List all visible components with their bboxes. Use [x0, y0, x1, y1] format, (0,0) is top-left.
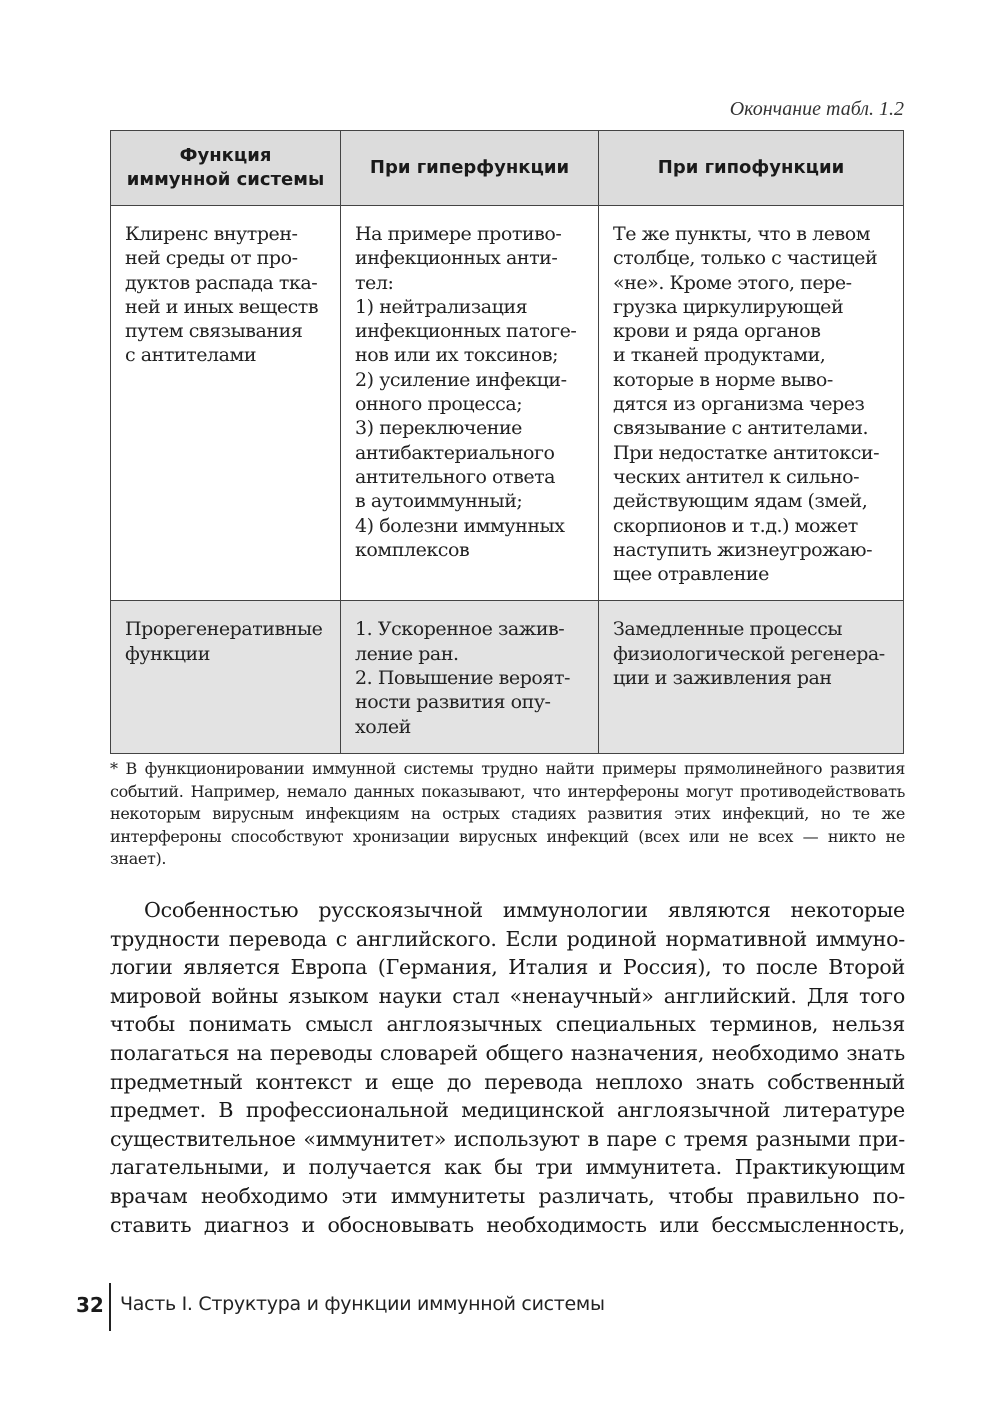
table-cell: На примере противо- инфекционных анти- тел: 1) нейтрализация инфекционных патоге- нов или их токсинов; 2) усиление инфекци- онного процесса; 3) переключение антибактериального антительного ответа в аутоиммунный; 4) болезни иммунных комплексов: [341, 206, 599, 601]
table-cell: Клиренс внутрен- ней среды от про- дуктов распада тка- ней и иных веществ путем связывания с антителами: [111, 206, 341, 601]
body-line: ставить диагноз и обосновывать необходимость или бессмысленность,: [110, 1212, 905, 1237]
page-number: 32: [76, 1293, 104, 1317]
table-footnote: * В функционировании иммунной системы трудно найти примеры прямолинейного развития событий. Например, немало данных показывают, что интерфероны могут противодействовать некоторым вирусным инфекциям на острых стадиях развития этих инфекций, но те же интерфероны способствуют хронизации вирусных инфекций (всех или не всех — никто не знает).: [110, 759, 905, 868]
header-cell-hyperfunction: При гиперфункции: [341, 131, 599, 206]
body-line: чтобы понимать смысл англоязычных специальных терминов, нельзя: [110, 1012, 905, 1037]
body-line: полагаться на переводы словарей общего назначения, необходимо знать: [110, 1040, 905, 1065]
table-row: [111, 206, 904, 601]
body-paragraph: [110, 896, 905, 1239]
body-line: существительное «иммунитет» используют в паре с тремя разными при-: [110, 1126, 905, 1151]
table-cell: Те же пункты, что в левом столбце, только с частицей «не». Кроме этого, пере- грузка циркулирующей крови и ряда органов и тканей продуктами, которые в норме выво- дятся из организма через связывание с антителами. При недостатке антитокси- ческих антител к сильно- действующим ядам (змей, скорпионов и т.д.) может наступить жизнеугрожаю- щее отравление: [599, 206, 904, 601]
body-line: предмет. В профессиональной медицинской англоязычной литературе: [110, 1098, 905, 1123]
footer-divider: [109, 1283, 111, 1331]
body-line: предметный контекст и еще до перевода неплохо знать собственный: [110, 1069, 905, 1094]
running-head: Часть I. Структура и функции иммунной системы: [120, 1293, 605, 1315]
body-line: трудности перевода с английского. Если родиной нормативной иммуно-: [110, 926, 905, 951]
immune-function-table: [110, 130, 904, 754]
table-caption: Окончание табл. 1.2: [729, 98, 904, 120]
body-line: логии является Европа (Германия, Италия и Россия), то после Второй: [110, 955, 905, 980]
table-cell: 1. Ускоренное зажив- ление ран. 2. Повышение вероят- ности развития опу- холей: [341, 601, 599, 753]
body-line: врачам необходимо эти иммунитеты различать, чтобы правильно по-: [110, 1183, 905, 1208]
table-row: [111, 601, 904, 753]
body-line: Особенностью русскоязычной иммунологии являются некоторые: [144, 898, 905, 922]
body-line: мировой войны языком науки стал «ненаучный» английский. Для того: [110, 983, 905, 1008]
header-cell-function: Функция иммунной системы: [111, 131, 341, 206]
header-cell-hypofunction: При гипофункции: [599, 131, 904, 206]
page-footer: [0, 1283, 1000, 1333]
table-cell: Прорегенеративные функции: [111, 601, 341, 753]
table-cell: Замедленные процессы физиологической регенера- ции и заживления ран: [599, 601, 904, 753]
body-line: лагательными, и получается как бы три иммунитета. Практикующим: [110, 1155, 905, 1180]
table-header-row: [111, 131, 904, 206]
